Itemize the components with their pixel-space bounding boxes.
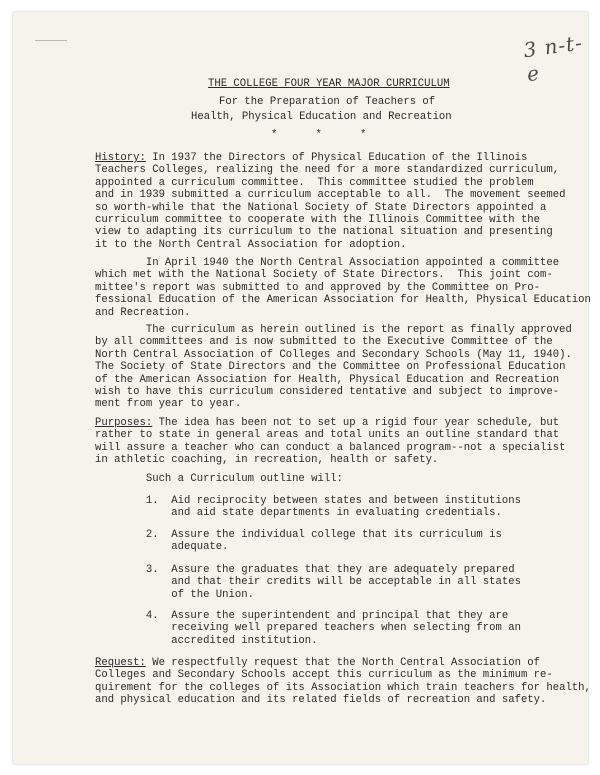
list-item-4: 4. Assure the superintendent and principal that they are [95, 610, 509, 622]
request-line: and physical education and its related fields of recreation and safety. [95, 694, 547, 707]
list-item-1: 1. Aid reciprocity between states and between institutions [95, 495, 521, 507]
list-item-4-cont: receiving well prepared teachers when selecting from an [95, 622, 521, 635]
history-line: Teachers Colleges, realizing the need for a more standardized curriculum, [95, 164, 560, 177]
history-p2-line: fessional Education of the American Association for Health, Physical Education [95, 294, 591, 307]
list-item-2-cont: adequate. [95, 541, 229, 554]
subtitle-line-2: Health, Physical Education and Recreation [191, 111, 452, 123]
history-line: it to the North Central Association for adoption. [95, 238, 407, 251]
history-line: and in 1939 submitted a curriculum acceptable to all. The movement seemed [95, 189, 566, 202]
list-item-3-cont: and that their credits will be acceptable in all states [95, 576, 521, 589]
history-line: view to adapting its curriculum to the national situation and presenting [95, 226, 553, 239]
history-label: History: [95, 152, 146, 164]
purposes-line-0: Purposes: The idea has been not to set up a rigid four year schedule, but [95, 417, 560, 429]
history-p3-line: The Society of State Directors and the Committee on Professional Education [95, 361, 566, 374]
list-item-3-cont: of the Union. [95, 588, 254, 601]
history-p3-line: wish to have this curriculum considered tentative and subject to improve- [95, 386, 560, 398]
document-title: THE COLLEGE FOUR YEAR MAJOR CURRICULUM [208, 78, 450, 90]
outline-intro: Such a Curriculum outline will: [95, 473, 343, 485]
history-p3-line: North Central Association of Colleges and Secondary Schools (May 11, 1940). [95, 348, 572, 361]
separator: * * * [271, 129, 367, 141]
request-line-0: Request: We respectfully request that the North Central Association of [95, 657, 541, 669]
list-item-1-cont: and aid state departments in evaluating credentials. [95, 507, 502, 520]
request-line: Colleges and Secondary Schools accept this curriculum as the minimum re- [95, 669, 553, 682]
history-line: appointed a curriculum committee. This committee studied the problem [95, 176, 534, 189]
history-p3-line: The curriculum as herein outlined is the report as finally approved [95, 324, 572, 336]
history-p3-line: of the American Association for Health, Physical Education and Recreation [95, 373, 560, 386]
list-item-4-cont: accredited institution. [95, 634, 318, 647]
history-p3-line: by all committees and is now submitted to the Executive Committee of the [95, 336, 553, 349]
list-item-3: 3. Assure the graduates that they are adequately prepared [95, 564, 515, 576]
list-item-2: 2. Assure the individual college that its curriculum is [95, 529, 502, 541]
purposes-label: Purposes: [95, 417, 153, 429]
request-label: Request: [95, 657, 146, 669]
subtitle-line-1: For the Preparation of Teachers of [219, 96, 436, 108]
history-p2-line: which met with the National Society of State Directors. This joint com- [95, 269, 553, 282]
document-page [13, 12, 591, 764]
purposes-line: in athletic coaching, in recreation, health or safety. [95, 454, 439, 467]
purposes-line: rather to state in general areas and total units an outline standard that [95, 429, 560, 442]
handwritten-note: 3 n-t-e [521, 30, 585, 87]
request-line: quirement for the colleges of its Association which train teachers for health, [95, 681, 591, 694]
history-p2-line: mittee's report was submitted to and approved by the Committee on Pro- [95, 281, 541, 294]
history-line: so worth-while that the National Society of State Directors appointed a [95, 201, 547, 214]
margin-mark [35, 40, 67, 41]
history-line: curriculum committee to cooperate with the Illinois Committee with the [95, 214, 541, 226]
history-p2-line: In April 1940 the North Central Association appointed a committee [95, 257, 560, 269]
purposes-line: will assure a teacher who can conduct a balanced program--not a specialist [95, 441, 566, 454]
history-line-0: History: In 1937 the Directors of Physical Education of the Illinois [95, 152, 528, 164]
history-p3-line: ment from year to year. [95, 398, 242, 411]
history-p2-line: and Recreation. [95, 306, 191, 319]
